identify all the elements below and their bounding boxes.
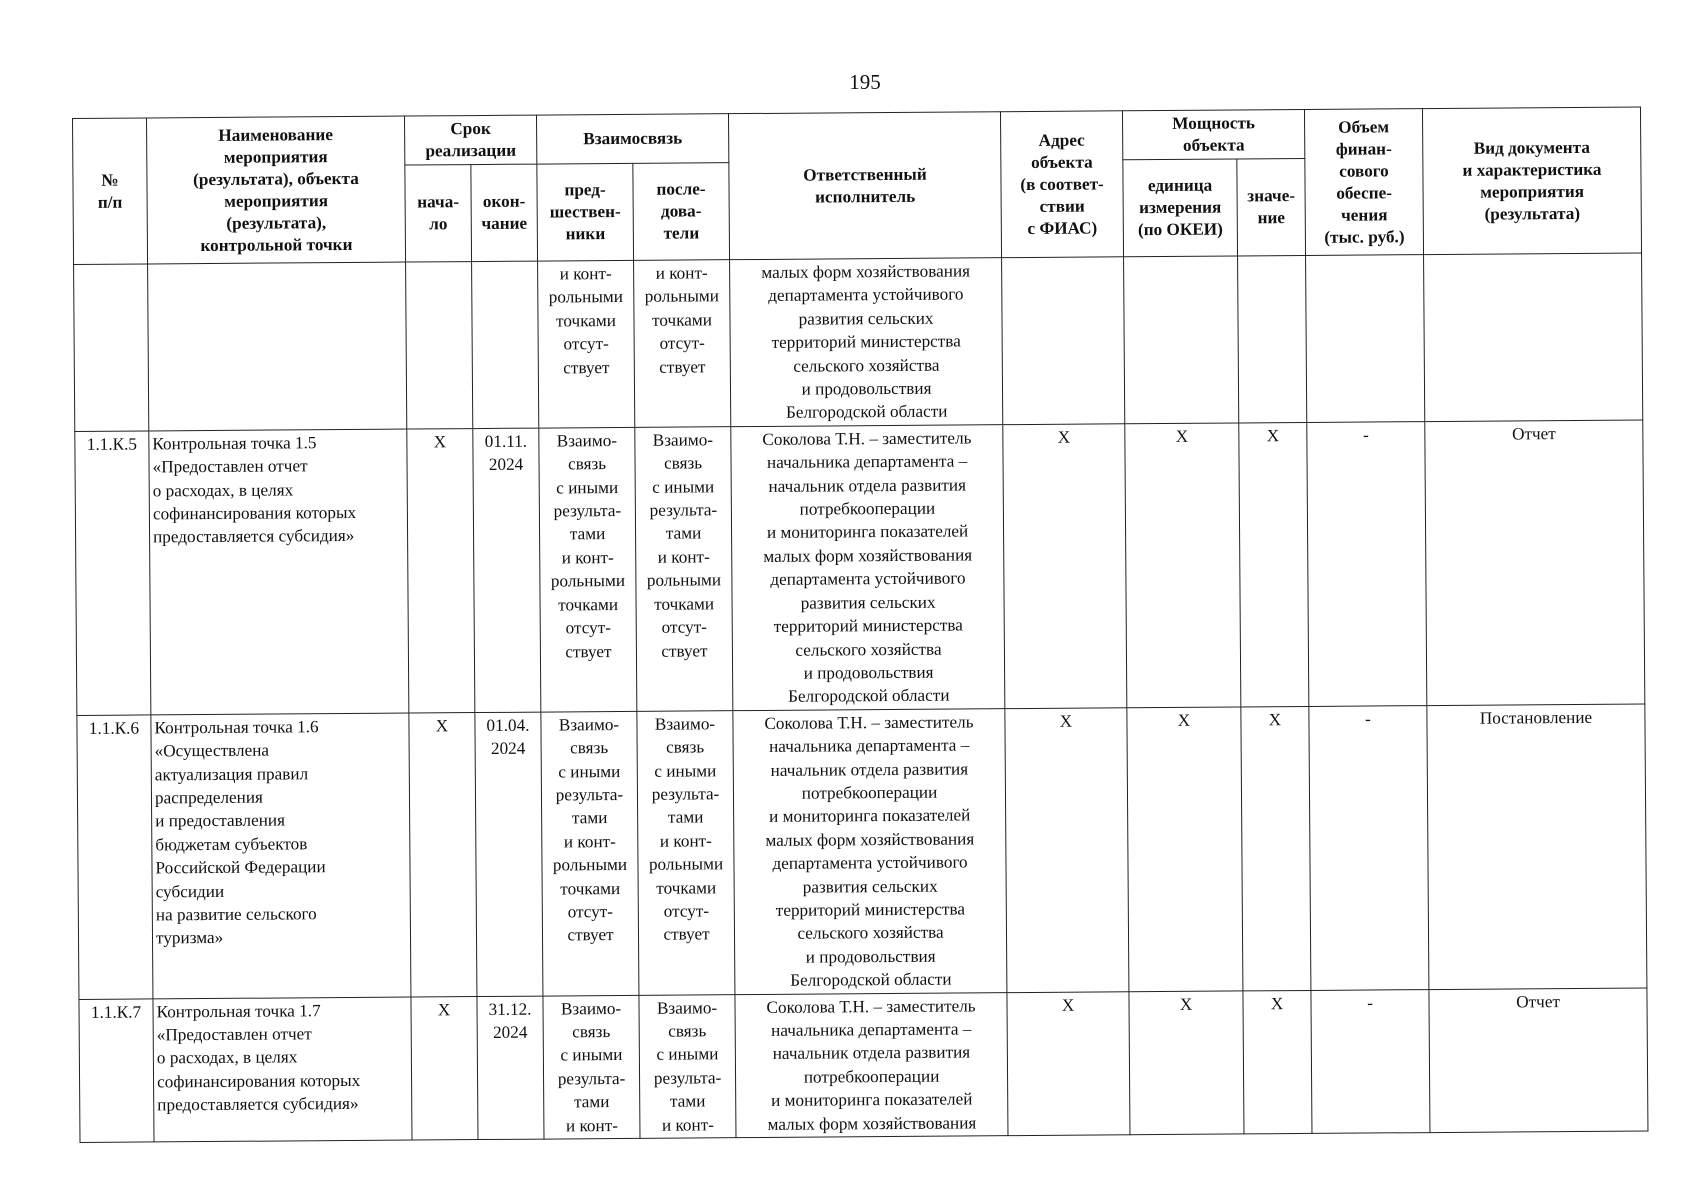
header-term: Срок реализации: [404, 115, 536, 165]
cell-successors: Взаимо- связь с иными результа- тами и конт- рольными точками отсут- ствует: [637, 710, 735, 995]
events-table: [72, 106, 1649, 1143]
header-value: значе- ние: [1237, 158, 1306, 255]
cell-executor: Соколова Т.Н. – заместитель начальника департамента – начальник отдела развития потребкооперации и мониторинга показателей малых форм хозяйствования: [735, 992, 1008, 1137]
cell-predecessors: Взаимо- связь с иными результа- тами и конт- рольными точками отсут- ствует: [541, 711, 639, 996]
cell-num: 1.1.К.5: [75, 431, 151, 715]
table-row: [74, 253, 1643, 431]
page-number: 195: [849, 70, 881, 94]
cell-doc-type: Отчет: [1425, 420, 1645, 705]
cell-num: 1.1.К.6: [77, 715, 153, 999]
cell-end: 01.04. 2024: [475, 712, 543, 996]
cell-doc-type: Постановление: [1427, 704, 1647, 989]
cell-name: [148, 262, 407, 431]
cell-name: Контрольная точка 1.5 «Предоставлен отчет о расходах, в целях софинансирования которых предоставляется субсидия»: [149, 429, 409, 715]
cell-unit: [1124, 256, 1239, 424]
cell-address: X: [1007, 991, 1130, 1135]
table-row: [77, 704, 1647, 999]
header-name: Наименование мероприятия (результата), объекта мероприятия (результата), контрольной точки: [147, 116, 406, 264]
header-num: № п/п: [73, 118, 148, 265]
header-relation: Взаимосвязь: [537, 114, 729, 164]
cell-value: X: [1239, 422, 1309, 706]
cell-funding: -: [1307, 421, 1427, 706]
header-capacity: Мощность объекта: [1123, 109, 1305, 159]
header-successors: после- дова- тели: [633, 163, 730, 261]
cell-successors: и конт- рольными точками отсут- ствует: [634, 260, 731, 428]
cell-value: X: [1241, 706, 1311, 990]
cell-end: 01.11. 2024: [473, 428, 541, 712]
cell-doc-type: [1424, 253, 1643, 421]
cell-executor: малых форм хозяйствования департамента устойчивого развития сельских территорий министерства сельского хозяйства и продовольствия Белгородской области: [730, 258, 1003, 427]
cell-value: X: [1243, 990, 1312, 1134]
header-funding: Объем финан- сового обеспе- чения (тыс. руб.): [1305, 109, 1424, 256]
cell-start: X: [409, 712, 477, 996]
table-header-row: [73, 107, 1641, 167]
cell-name: Контрольная точка 1.6 «Осуществлена актуализация правил распределения и предоставления бюджетам субъектов Российской Федерации субсидии на развитие сельского туризма»: [151, 713, 411, 999]
cell-funding: [1306, 255, 1425, 423]
cell-value: [1238, 255, 1307, 422]
cell-num: 1.1.К.7: [79, 999, 154, 1143]
cell-address: [1002, 257, 1125, 425]
cell-unit: X: [1127, 707, 1243, 992]
cell-end: 31.12. 2024: [477, 996, 544, 1140]
header-executor: Ответственный исполнитель: [729, 112, 1002, 260]
cell-end: [472, 261, 539, 428]
cell-unit: X: [1125, 423, 1241, 708]
cell-successors: Взаимо- связь с иными результа- тами и конт- рольными точками отсут- ствует: [635, 427, 733, 712]
cell-predecessors: и конт- рольными точками отсут- ствует: [538, 260, 635, 428]
table-row: [75, 420, 1645, 715]
header-unit: единица измерения (по ОКЕИ): [1123, 159, 1238, 257]
cell-name: Контрольная точка 1.7 «Предоставлен отчет о расходах, в целях софинансирования которых предоставляется субсидия»: [153, 997, 412, 1142]
cell-doc-type: Отчет: [1429, 988, 1648, 1133]
cell-executor: Соколова Т.Н. – заместитель начальника департамента – начальник отдела развития потребкооперации и мониторинга показателей малых форм хозяйствования департамента устойчивого развития сельских территорий министерства сельского хозяйства и продовольствия Белгородской области: [731, 425, 1005, 711]
cell-num: [74, 264, 149, 431]
cell-funding: -: [1311, 989, 1430, 1133]
cell-start: X: [407, 428, 475, 712]
cell-start: X: [411, 996, 478, 1140]
cell-address: X: [1003, 424, 1127, 709]
cell-start: [406, 262, 473, 429]
cell-predecessors: Взаимо- связь с иными результа- тами и конт-: [543, 995, 640, 1139]
cell-address: X: [1005, 708, 1129, 993]
header-address: Адрес объекта (в соответ- ствии с ФИАС): [1001, 111, 1124, 258]
cell-successors: Взаимо- связь с иными результа- тами и конт-: [639, 994, 736, 1138]
cell-executor: Соколова Т.Н. – заместитель начальника департамента – начальник отдела развития потребкооперации и мониторинга показателей малых форм хозяйствования департамента устойчивого развития сельских территорий министерства сельского хозяйства и продовольствия Белгородской области: [733, 708, 1007, 994]
header-term-end: окон- чание: [471, 164, 538, 261]
table-row: [79, 988, 1648, 1143]
cell-funding: -: [1309, 705, 1429, 990]
header-term-start: нача- ло: [405, 165, 472, 262]
header-doc-type: Вид документа и характеристика мероприятия (результата): [1423, 107, 1642, 255]
header-predecessors: пред- шествен- ники: [537, 163, 634, 261]
document-sheet: [72, 107, 1647, 1143]
cell-unit: X: [1129, 991, 1244, 1135]
cell-predecessors: Взаимо- связь с иными результа- тами и конт- рольными точками отсут- ствует: [539, 427, 637, 712]
